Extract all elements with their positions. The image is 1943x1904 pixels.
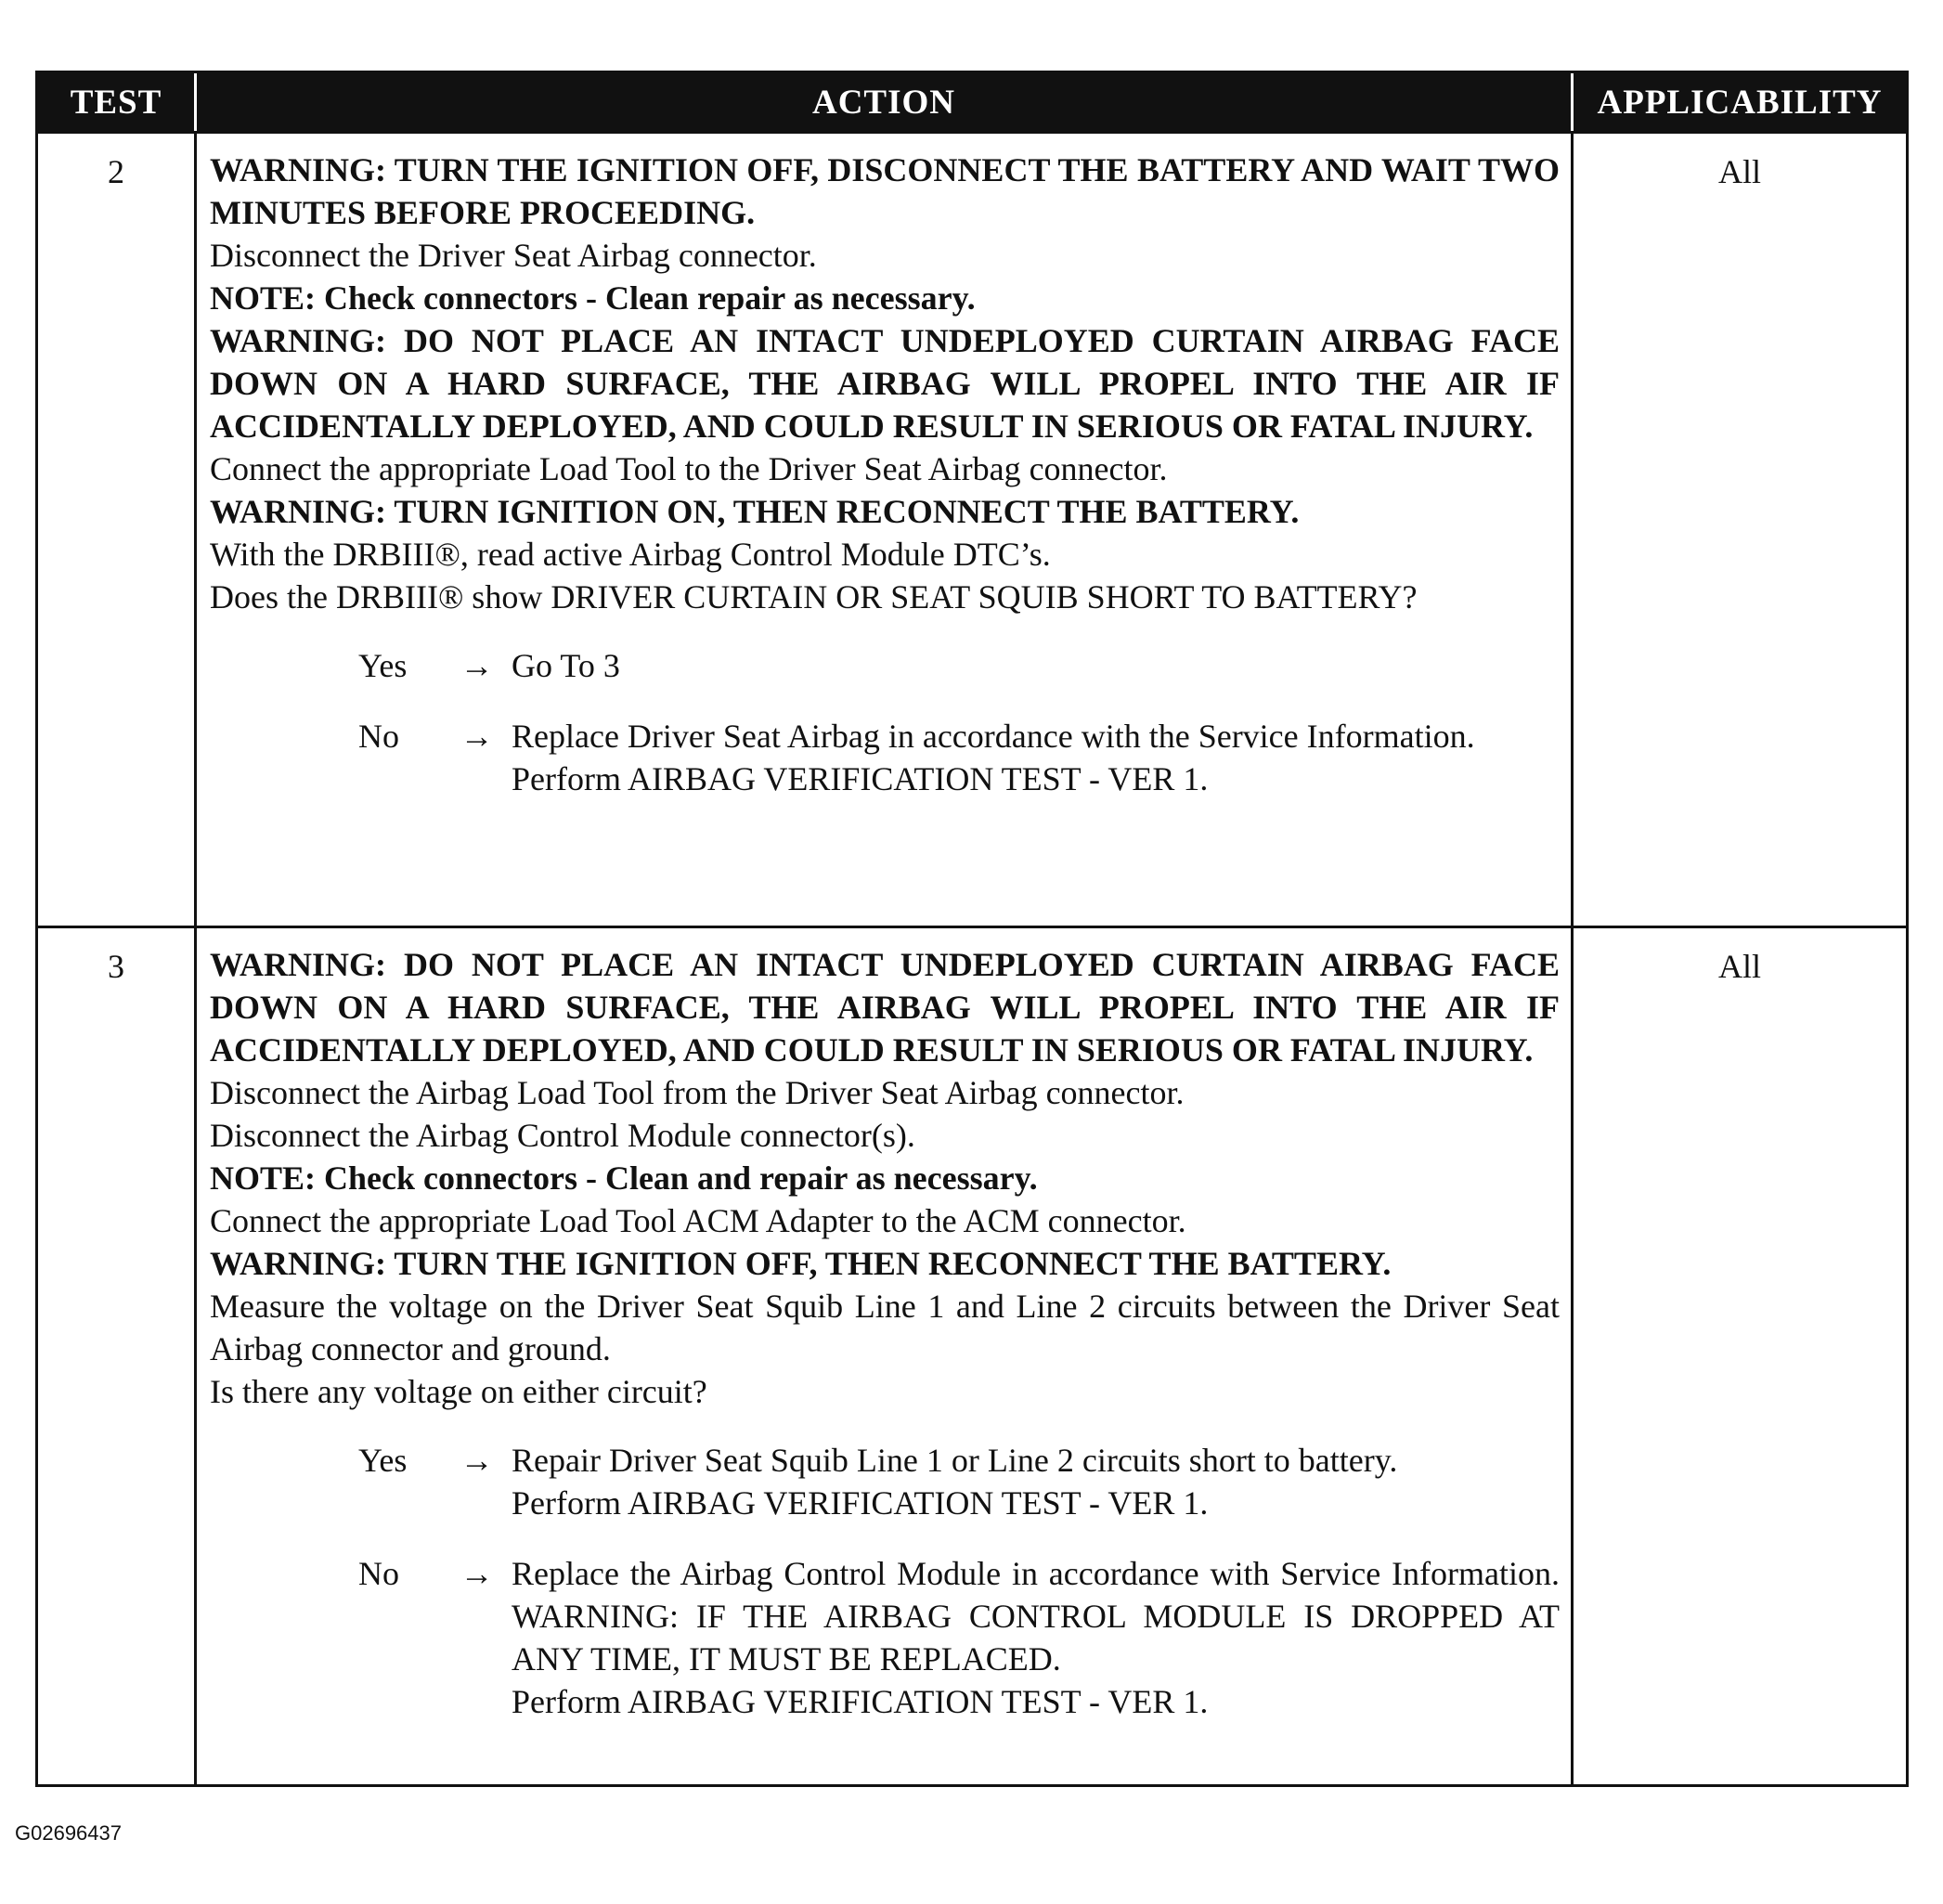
question-text: Does the DRBIII® show DRIVER CURTAIN OR SEAT SQUIB SHORT TO BATTERY?: [210, 578, 1418, 615]
action-cell: [194, 928, 1571, 1784]
warning-text: WARNING: DO NOT PLACE AN INTACT UNDEPLOYED CURTAIN AIRBAG FACE DOWN ON A HARD SURFACE, THE AIRBAG WILL PROPEL INTO THE AIR IF ACCIDENTALLY DEPLOYED, AND COULD RESULT IN SERIOUS OR FATAL INJURY.: [210, 946, 1568, 1069]
arrow-icon: →: [460, 718, 494, 755]
yes-result-text-2: Perform AIRBAG VERIFICATION TEST - VER 1.: [512, 1484, 1209, 1522]
no-branch: [210, 715, 1560, 800]
warning-text: WARNING: TURN THE IGNITION OFF, THEN RECONNECT THE BATTERY.: [210, 1245, 1392, 1282]
header-test: TEST: [70, 83, 162, 122]
no-branch: [210, 1552, 1560, 1723]
table-header: [38, 73, 1906, 131]
no-result-text-2: Perform AIRBAG VERIFICATION TEST - VER 1.: [512, 1683, 1209, 1720]
warning-text: WARNING: TURN THE IGNITION OFF, DISCONNECT THE BATTERY AND WAIT TWO MINUTES BEFORE PROCEEDING.: [210, 151, 1568, 231]
header-applicability: APPLICABILITY: [1571, 73, 1906, 131]
yes-branch: [210, 1439, 1560, 1524]
warning-text: WARNING: TURN IGNITION ON, THEN RECONNECT THE BATTERY.: [210, 493, 1300, 530]
step-text: Disconnect the Airbag Load Tool from the Driver Seat Airbag connector.: [210, 1074, 1185, 1111]
step-text: Disconnect the Driver Seat Airbag connector.: [210, 237, 817, 274]
test-number: 3: [108, 948, 124, 985]
table-row: [38, 131, 1906, 926]
step-text: Connect the appropriate Load Tool ACM Adapter to the ACM connector.: [210, 1202, 1186, 1239]
arrow-icon: →: [460, 647, 494, 684]
yes-label: Yes: [358, 1442, 408, 1479]
table-row: [38, 926, 1906, 1784]
note-text: NOTE: Check connectors - Clean repair as necessary.: [210, 279, 976, 317]
no-label: No: [358, 718, 399, 755]
yes-result-text: Go To 3: [512, 647, 620, 684]
yes-result: [512, 1439, 1560, 1524]
step-text: Disconnect the Airbag Control Module connector(s).: [210, 1117, 915, 1154]
figure-id: G02696437: [15, 1821, 122, 1845]
applicability-value: All: [1571, 928, 1906, 1784]
warning-text: WARNING: DO NOT PLACE AN INTACT UNDEPLOYED CURTAIN AIRBAG FACE DOWN ON A HARD SURFACE, THE AIRBAG WILL PROPEL INTO THE AIR IF ACCIDENTALLY DEPLOYED, AND COULD RESULT IN SERIOUS OR FATAL INJURY.: [210, 322, 1568, 445]
diagnostic-table: [35, 71, 1909, 1787]
no-result-text-2: Perform AIRBAG VERIFICATION TEST - VER 1.: [512, 760, 1209, 797]
header-action: ACTION: [194, 73, 1571, 131]
arrow-icon: →: [460, 1442, 494, 1479]
no-result: [512, 1552, 1560, 1723]
yes-result: [512, 644, 1560, 687]
yes-label: Yes: [358, 647, 408, 684]
step-text: With the DRBIII®, read active Airbag Control Module DTC’s.: [210, 536, 1051, 573]
arrow-icon: →: [460, 1555, 494, 1592]
no-result-text: Replace the Airbag Control Module in accordance with Service Information. WARNING: IF THE AIRBAG CONTROL MODULE IS DROPPED AT ANY TIME, IT MUST BE REPLACED.: [512, 1555, 1560, 1677]
yes-branch: [210, 644, 1560, 687]
no-label: No: [358, 1555, 399, 1592]
test-number: 2: [108, 153, 124, 190]
yes-result-text: Repair Driver Seat Squib Line 1 or Line 2 circuits short to battery.: [512, 1442, 1398, 1479]
note-text: NOTE: Check connectors - Clean and repair as necessary.: [210, 1159, 1038, 1197]
applicability-value: All: [1571, 134, 1906, 926]
step-text: Connect the appropriate Load Tool to the Driver Seat Airbag connector.: [210, 450, 1168, 487]
no-result: [512, 715, 1560, 800]
no-result-text: Replace Driver Seat Airbag in accordance with the Service Information.: [512, 718, 1475, 755]
question-text: Is there any voltage on either circuit?: [210, 1373, 707, 1410]
step-text: Measure the voltage on the Driver Seat Squib Line 1 and Line 2 circuits between the Driver Seat Airbag connector and ground.: [210, 1288, 1567, 1367]
action-cell: [194, 134, 1571, 926]
